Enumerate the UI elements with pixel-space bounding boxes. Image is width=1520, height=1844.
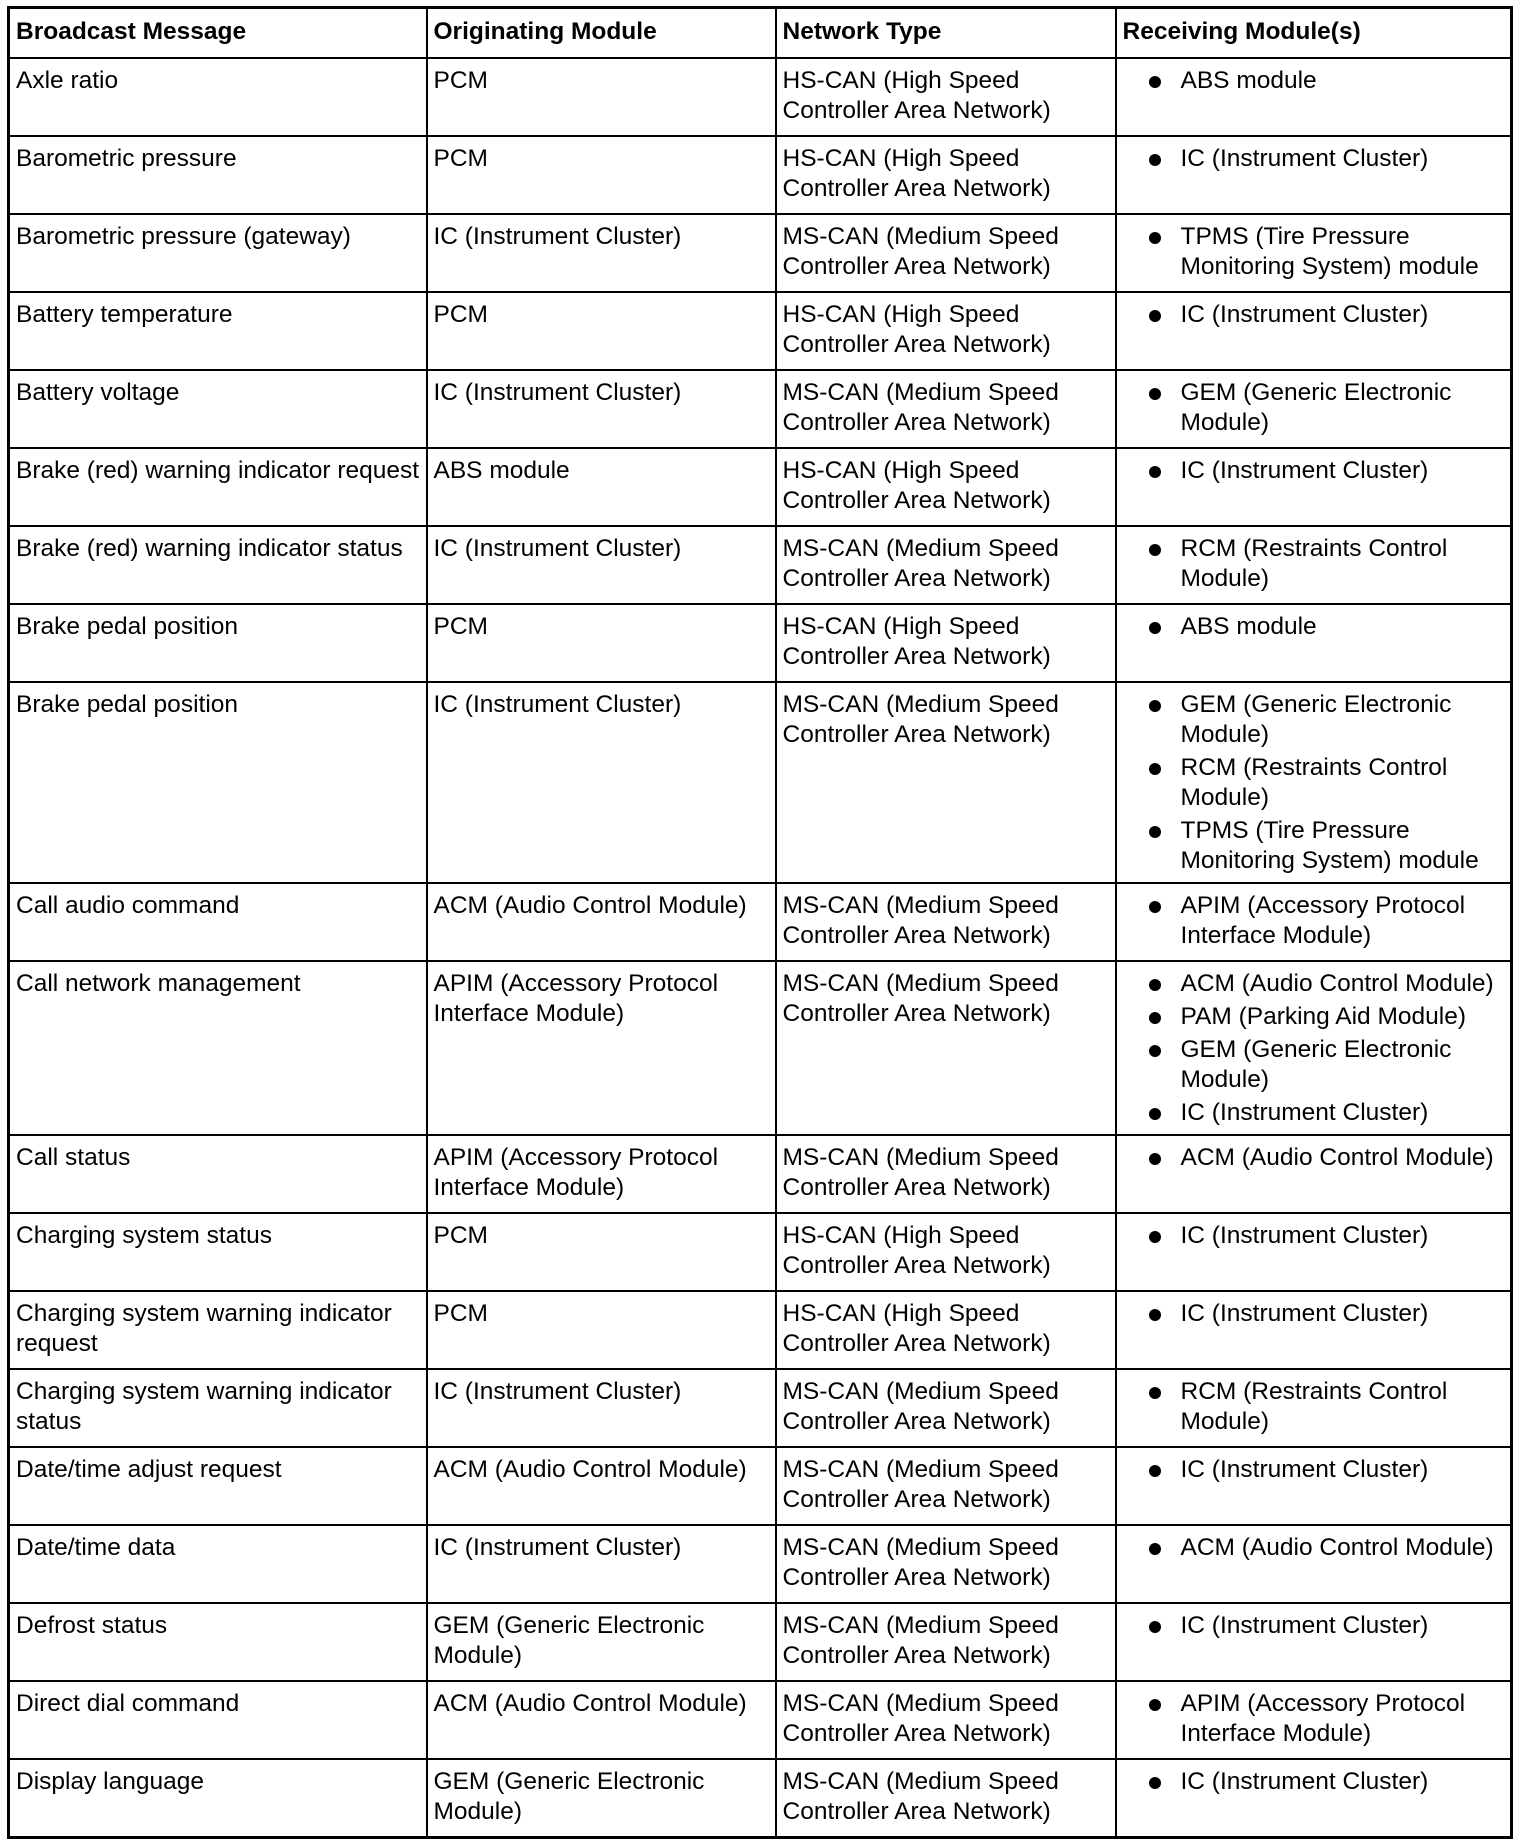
table-row (9, 526, 1512, 604)
receiving-module-list (1123, 1689, 1505, 1749)
receiving-modules-cell (1116, 1525, 1512, 1603)
originating-module-cell: ABS module (427, 448, 776, 526)
table-body (9, 58, 1512, 1837)
table-row (9, 883, 1512, 961)
broadcast-message-cell: Direct dial command (9, 1681, 427, 1759)
receiving-module-label: IC (Instrument Cluster) (1180, 1768, 1429, 1795)
receiving-module-item (1123, 1098, 1505, 1128)
receiving-module-item (1123, 753, 1505, 813)
receiving-module-item (1123, 144, 1505, 174)
receiving-module-item (1123, 1299, 1505, 1329)
broadcast-message-table-container (7, 6, 1510, 1839)
receiving-module-list (1123, 456, 1505, 486)
originating-module-cell: IC (Instrument Cluster) (427, 370, 776, 448)
bullet-icon (1149, 232, 1161, 244)
broadcast-message-cell: Date/time data (9, 1525, 427, 1603)
bullet-icon (1149, 1543, 1161, 1555)
receiving-modules-cell (1116, 1447, 1512, 1525)
table-row (9, 1603, 1512, 1681)
broadcast-message-cell: Display language (9, 1759, 427, 1837)
bullet-icon (1149, 622, 1161, 634)
receiving-module-list (1123, 612, 1505, 642)
receiving-module-item (1123, 1035, 1505, 1095)
receiving-module-item (1123, 1689, 1505, 1749)
table-row (9, 1135, 1512, 1213)
receiving-module-item (1123, 1533, 1505, 1563)
broadcast-message-cell: Barometric pressure (9, 136, 427, 214)
network-type-cell: MS-CAN (Medium Speed Controller Area Network) (776, 1681, 1116, 1759)
receiving-module-label: APIM (Accessory Protocol Interface Module) (1180, 892, 1466, 949)
receiving-module-item (1123, 300, 1505, 330)
originating-module-cell: IC (Instrument Cluster) (427, 1525, 776, 1603)
receiving-module-list (1123, 300, 1505, 330)
receiving-module-item (1123, 1611, 1505, 1641)
receiving-module-label: IC (Instrument Cluster) (1180, 1456, 1429, 1483)
originating-module-cell: IC (Instrument Cluster) (427, 526, 776, 604)
receiving-module-list (1123, 891, 1505, 951)
originating-module-cell: IC (Instrument Cluster) (427, 1369, 776, 1447)
bullet-icon (1149, 388, 1161, 400)
bullet-icon (1149, 1108, 1161, 1120)
originating-module-cell: APIM (Accessory Protocol Interface Module) (427, 961, 776, 1135)
originating-module-cell: ACM (Audio Control Module) (427, 1681, 776, 1759)
receiving-module-label: ACM (Audio Control Module) (1180, 1534, 1494, 1561)
network-type-cell: HS-CAN (High Speed Controller Area Network) (776, 604, 1116, 682)
network-type-cell: HS-CAN (High Speed Controller Area Network) (776, 58, 1116, 136)
bullet-icon (1149, 1621, 1161, 1633)
receiving-module-label: ABS module (1180, 67, 1317, 94)
receiving-module-item (1123, 690, 1505, 750)
table-row (9, 682, 1512, 883)
receiving-modules-cell (1116, 448, 1512, 526)
receiving-module-label: PAM (Parking Aid Module) (1180, 1003, 1466, 1030)
receiving-module-label: ACM (Audio Control Module) (1180, 970, 1494, 997)
receiving-module-label: IC (Instrument Cluster) (1180, 1612, 1429, 1639)
receiving-modules-cell (1116, 961, 1512, 1135)
table-row (9, 1681, 1512, 1759)
bullet-icon (1149, 310, 1161, 322)
bullet-icon (1149, 1045, 1161, 1057)
network-type-cell: MS-CAN (Medium Speed Controller Area Network) (776, 1135, 1116, 1213)
originating-module-cell: GEM (Generic Electronic Module) (427, 1759, 776, 1837)
table-row (9, 1291, 1512, 1369)
receiving-module-label: RCM (Restraints Control Module) (1180, 1378, 1448, 1435)
network-type-cell: HS-CAN (High Speed Controller Area Network) (776, 448, 1116, 526)
table-header (9, 8, 1512, 59)
broadcast-message-cell: Date/time adjust request (9, 1447, 427, 1525)
receiving-module-list (1123, 969, 1505, 1128)
receiving-modules-cell (1116, 58, 1512, 136)
originating-module-cell: ACM (Audio Control Module) (427, 883, 776, 961)
receiving-module-item (1123, 1377, 1505, 1437)
broadcast-message-cell: Brake (red) warning indicator request (9, 448, 427, 526)
broadcast-message-cell: Call status (9, 1135, 427, 1213)
bullet-icon (1149, 826, 1161, 838)
bullet-icon (1149, 466, 1161, 478)
receiving-module-list (1123, 144, 1505, 174)
header-broadcast-message: Broadcast Message (9, 8, 427, 59)
header-originating-module: Originating Module (427, 8, 776, 59)
receiving-modules-cell (1116, 370, 1512, 448)
receiving-module-item (1123, 891, 1505, 951)
table-row (9, 1525, 1512, 1603)
receiving-module-label: TPMS (Tire Pressure Monitoring System) module (1180, 223, 1479, 280)
receiving-module-item (1123, 816, 1505, 876)
receiving-module-list (1123, 1767, 1505, 1797)
network-type-cell: MS-CAN (Medium Speed Controller Area Network) (776, 682, 1116, 883)
bullet-icon (1149, 901, 1161, 913)
originating-module-cell: PCM (427, 1291, 776, 1369)
broadcast-message-cell: Charging system warning indicator request (9, 1291, 427, 1369)
receiving-module-item (1123, 1767, 1505, 1797)
bullet-icon (1149, 1231, 1161, 1243)
originating-module-cell: PCM (427, 604, 776, 682)
receiving-module-item (1123, 969, 1505, 999)
receiving-modules-cell (1116, 682, 1512, 883)
broadcast-message-cell: Brake pedal position (9, 682, 427, 883)
broadcast-message-cell: Battery voltage (9, 370, 427, 448)
receiving-module-list (1123, 1611, 1505, 1641)
originating-module-cell: APIM (Accessory Protocol Interface Module) (427, 1135, 776, 1213)
receiving-modules-cell (1116, 1135, 1512, 1213)
network-type-cell: MS-CAN (Medium Speed Controller Area Network) (776, 1369, 1116, 1447)
receiving-module-label: ABS module (1180, 613, 1317, 640)
receiving-modules-cell (1116, 1369, 1512, 1447)
network-type-cell: MS-CAN (Medium Speed Controller Area Network) (776, 961, 1116, 1135)
receiving-module-label: IC (Instrument Cluster) (1180, 1222, 1429, 1249)
receiving-modules-cell (1116, 1681, 1512, 1759)
bullet-icon (1149, 154, 1161, 166)
receiving-module-item (1123, 1002, 1505, 1032)
receiving-module-list (1123, 66, 1505, 96)
bullet-icon (1149, 76, 1161, 88)
receiving-modules-cell (1116, 136, 1512, 214)
broadcast-message-cell: Brake (red) warning indicator status (9, 526, 427, 604)
table-row (9, 58, 1512, 136)
broadcast-message-cell: Charging system status (9, 1213, 427, 1291)
receiving-module-item (1123, 66, 1505, 96)
receiving-module-item (1123, 534, 1505, 594)
receiving-modules-cell (1116, 883, 1512, 961)
receiving-module-list (1123, 1533, 1505, 1563)
receiving-module-label: RCM (Restraints Control Module) (1180, 535, 1448, 592)
receiving-module-list (1123, 690, 1505, 876)
network-type-cell: HS-CAN (High Speed Controller Area Network) (776, 136, 1116, 214)
receiving-module-list (1123, 1377, 1505, 1437)
receiving-module-label: IC (Instrument Cluster) (1180, 1300, 1429, 1327)
receiving-modules-cell (1116, 292, 1512, 370)
header-receiving-modules: Receiving Module(s) (1116, 8, 1512, 59)
bullet-icon (1149, 1387, 1161, 1399)
originating-module-cell: ACM (Audio Control Module) (427, 1447, 776, 1525)
bullet-icon (1149, 544, 1161, 556)
receiving-modules-cell (1116, 1603, 1512, 1681)
table-row (9, 448, 1512, 526)
network-type-cell: MS-CAN (Medium Speed Controller Area Network) (776, 883, 1116, 961)
receiving-module-item (1123, 1143, 1505, 1173)
network-type-cell: HS-CAN (High Speed Controller Area Network) (776, 292, 1116, 370)
bullet-icon (1149, 1699, 1161, 1711)
network-type-cell: HS-CAN (High Speed Controller Area Network) (776, 1213, 1116, 1291)
originating-module-cell: IC (Instrument Cluster) (427, 214, 776, 292)
receiving-modules-cell (1116, 214, 1512, 292)
header-row (9, 8, 1512, 59)
receiving-modules-cell (1116, 1759, 1512, 1837)
receiving-module-list (1123, 1299, 1505, 1329)
table-row (9, 961, 1512, 1135)
table-row (9, 1369, 1512, 1447)
broadcast-message-cell: Axle ratio (9, 58, 427, 136)
receiving-module-item (1123, 1221, 1505, 1251)
receiving-module-label: IC (Instrument Cluster) (1180, 1099, 1429, 1126)
receiving-module-label: TPMS (Tire Pressure Monitoring System) module (1180, 817, 1479, 874)
receiving-module-item (1123, 222, 1505, 282)
receiving-module-label: GEM (Generic Electronic Module) (1180, 1036, 1452, 1093)
receiving-module-label: IC (Instrument Cluster) (1180, 457, 1429, 484)
originating-module-cell: PCM (427, 292, 776, 370)
network-type-cell: MS-CAN (Medium Speed Controller Area Network) (776, 370, 1116, 448)
bullet-icon (1149, 1012, 1161, 1024)
broadcast-message-table (7, 6, 1513, 1839)
receiving-module-item (1123, 612, 1505, 642)
originating-module-cell: PCM (427, 58, 776, 136)
originating-module-cell: GEM (Generic Electronic Module) (427, 1603, 776, 1681)
broadcast-message-cell: Brake pedal position (9, 604, 427, 682)
receiving-module-label: APIM (Accessory Protocol Interface Module) (1180, 1690, 1466, 1747)
receiving-modules-cell (1116, 1291, 1512, 1369)
receiving-module-list (1123, 1143, 1505, 1173)
header-network-type: Network Type (776, 8, 1116, 59)
receiving-module-list (1123, 1455, 1505, 1485)
broadcast-message-cell: Barometric pressure (gateway) (9, 214, 427, 292)
receiving-module-list (1123, 1221, 1505, 1251)
bullet-icon (1149, 700, 1161, 712)
receiving-module-list (1123, 222, 1505, 282)
receiving-module-list (1123, 378, 1505, 438)
broadcast-message-cell: Call network management (9, 961, 427, 1135)
receiving-modules-cell (1116, 604, 1512, 682)
broadcast-message-cell: Battery temperature (9, 292, 427, 370)
originating-module-cell: PCM (427, 136, 776, 214)
receiving-modules-cell (1116, 1213, 1512, 1291)
network-type-cell: MS-CAN (Medium Speed Controller Area Network) (776, 526, 1116, 604)
receiving-module-label: RCM (Restraints Control Module) (1180, 754, 1448, 811)
bullet-icon (1149, 763, 1161, 775)
bullet-icon (1149, 979, 1161, 991)
receiving-module-label: GEM (Generic Electronic Module) (1180, 691, 1452, 748)
originating-module-cell: IC (Instrument Cluster) (427, 682, 776, 883)
receiving-module-label: IC (Instrument Cluster) (1180, 301, 1429, 328)
bullet-icon (1149, 1153, 1161, 1165)
table-row (9, 214, 1512, 292)
receiving-module-label: ACM (Audio Control Module) (1180, 1144, 1494, 1171)
table-row (9, 370, 1512, 448)
table-row (9, 1759, 1512, 1837)
table-row (9, 292, 1512, 370)
network-type-cell: HS-CAN (High Speed Controller Area Network) (776, 1291, 1116, 1369)
broadcast-message-cell: Defrost status (9, 1603, 427, 1681)
network-type-cell: MS-CAN (Medium Speed Controller Area Network) (776, 214, 1116, 292)
network-type-cell: MS-CAN (Medium Speed Controller Area Network) (776, 1759, 1116, 1837)
receiving-module-label: IC (Instrument Cluster) (1180, 145, 1429, 172)
originating-module-cell: PCM (427, 1213, 776, 1291)
network-type-cell: MS-CAN (Medium Speed Controller Area Network) (776, 1447, 1116, 1525)
receiving-modules-cell (1116, 526, 1512, 604)
receiving-module-item (1123, 378, 1505, 438)
broadcast-message-cell: Call audio command (9, 883, 427, 961)
receiving-module-list (1123, 534, 1505, 594)
broadcast-message-cell: Charging system warning indicator status (9, 1369, 427, 1447)
bullet-icon (1149, 1777, 1161, 1789)
receiving-module-item (1123, 456, 1505, 486)
receiving-module-label: GEM (Generic Electronic Module) (1180, 379, 1452, 436)
bullet-icon (1149, 1465, 1161, 1477)
table-row (9, 604, 1512, 682)
bullet-icon (1149, 1309, 1161, 1321)
table-row (9, 136, 1512, 214)
network-type-cell: MS-CAN (Medium Speed Controller Area Network) (776, 1525, 1116, 1603)
table-row (9, 1213, 1512, 1291)
network-type-cell: MS-CAN (Medium Speed Controller Area Network) (776, 1603, 1116, 1681)
table-row (9, 1447, 1512, 1525)
receiving-module-item (1123, 1455, 1505, 1485)
